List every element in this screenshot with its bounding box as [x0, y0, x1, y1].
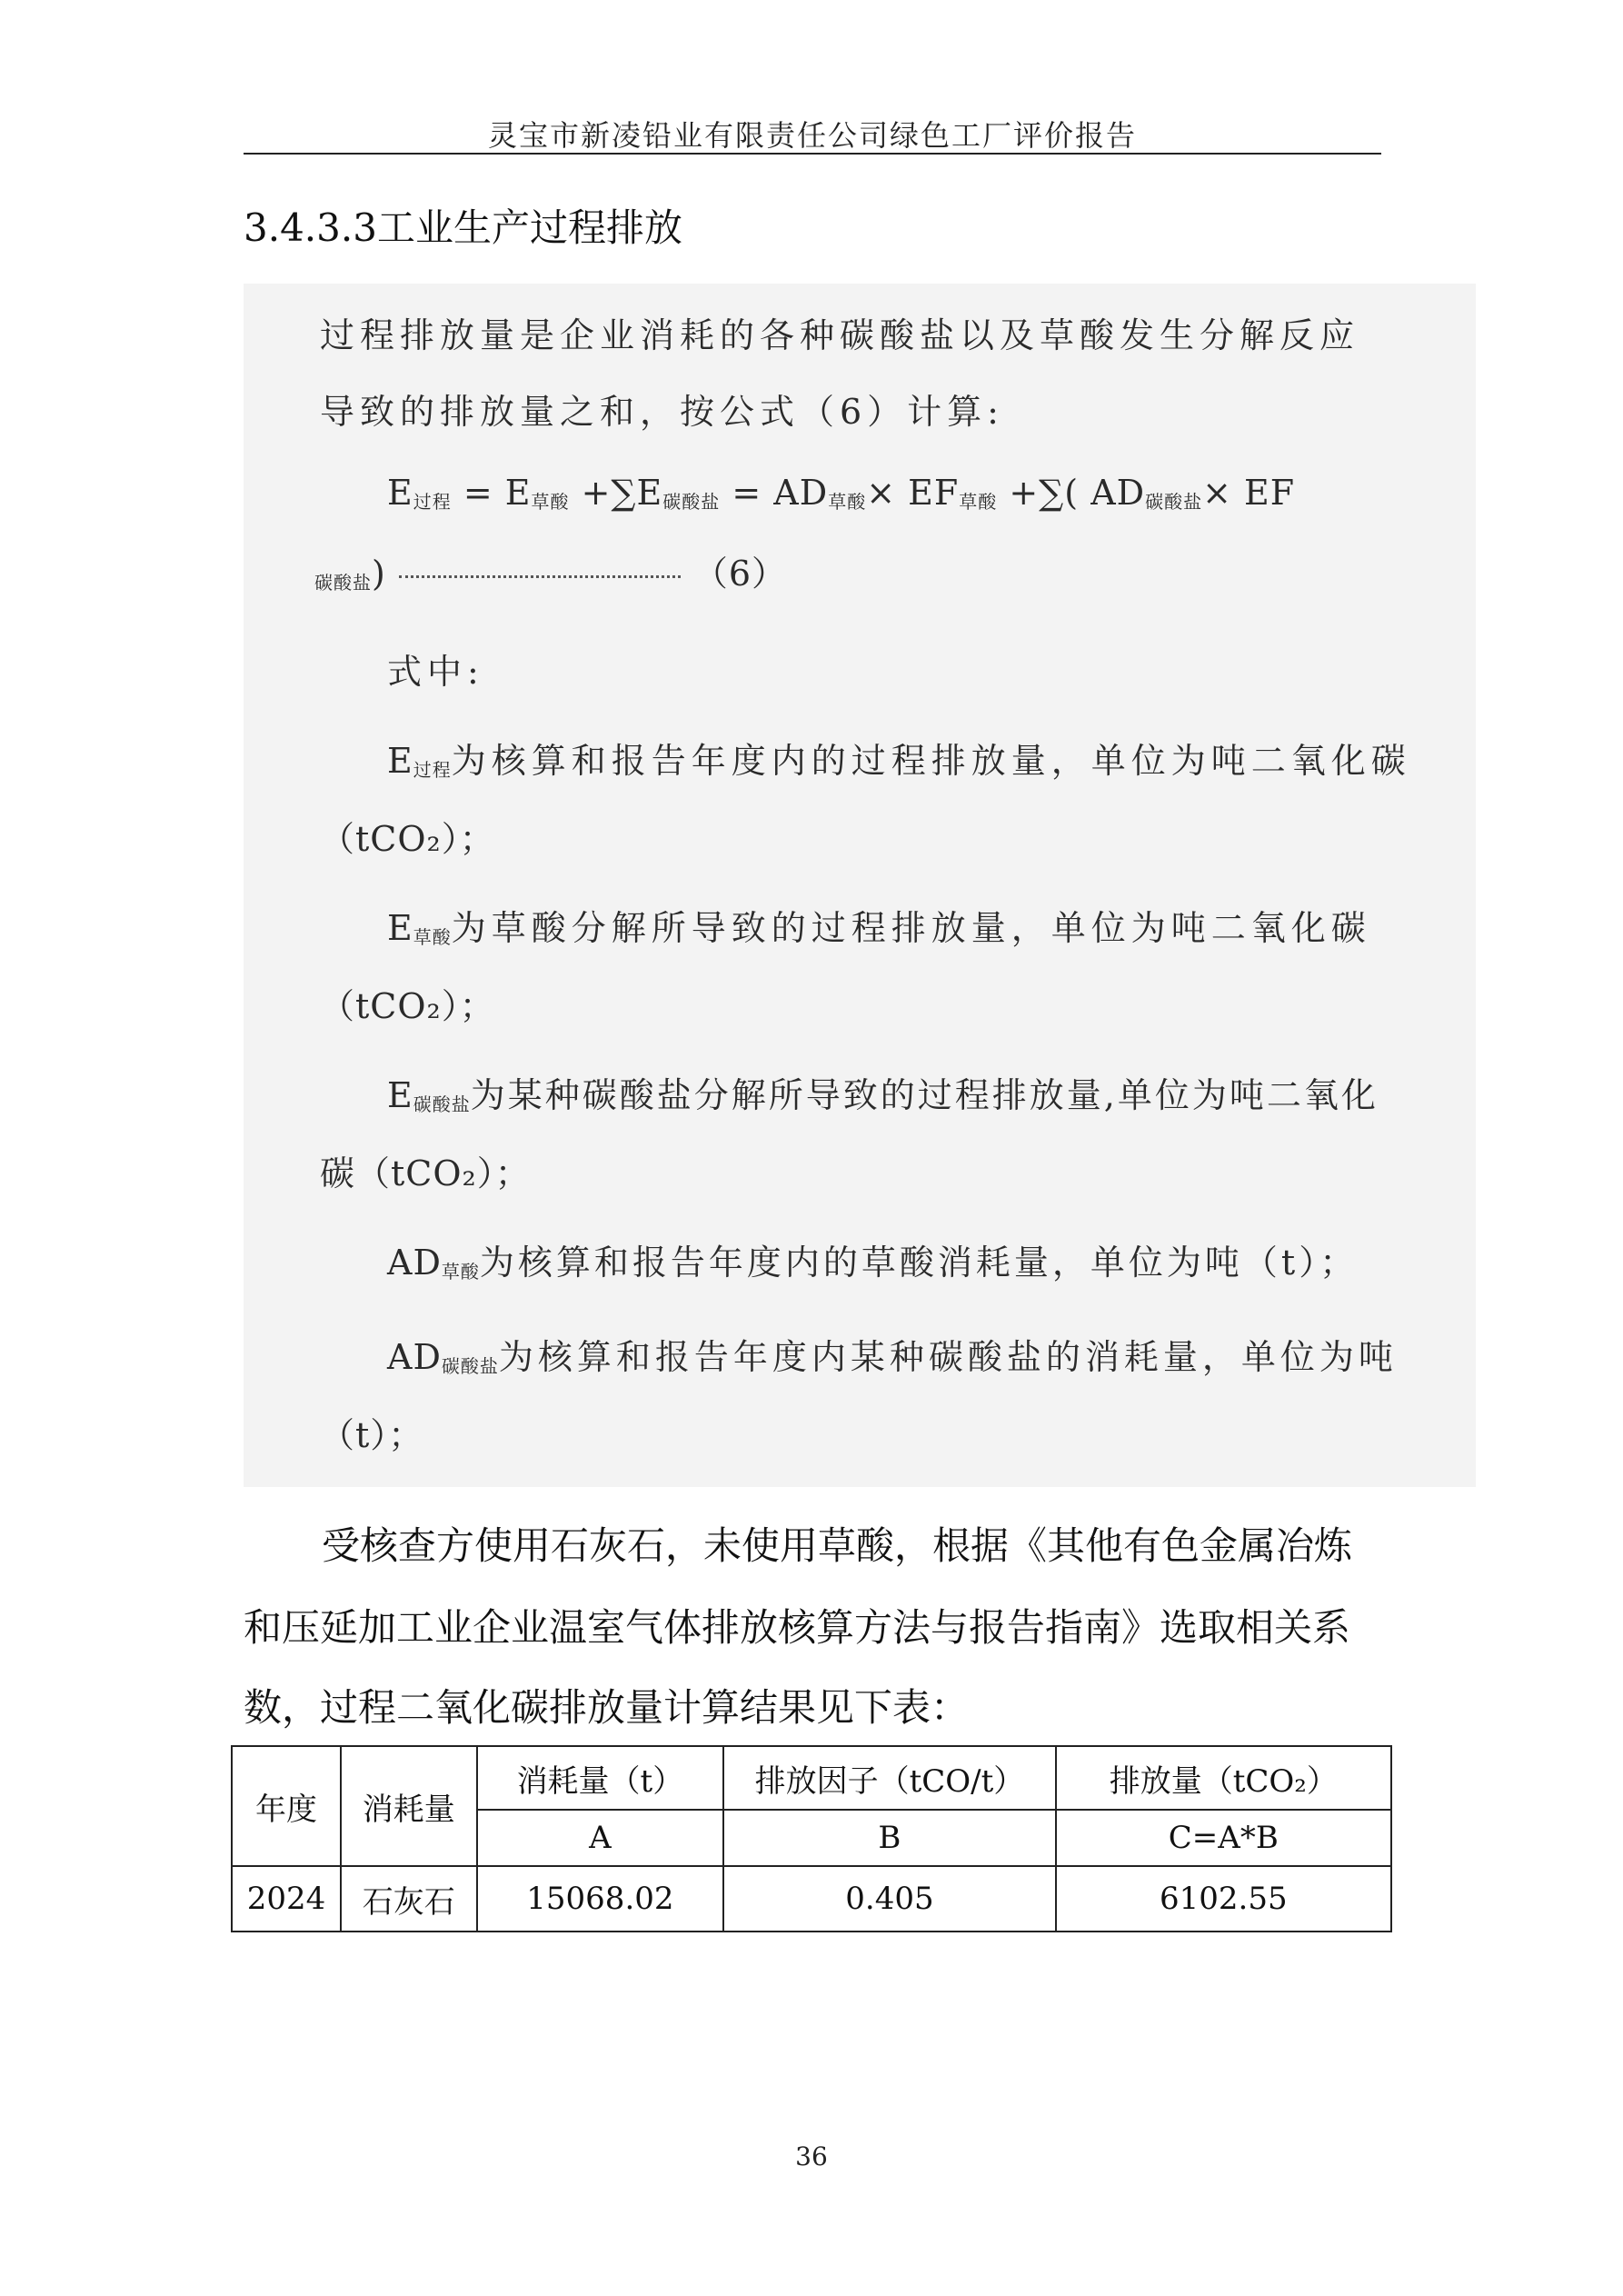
definition-e-process-unit: （tCO₂）；	[320, 819, 495, 859]
definition-ad-carbonate-unit: （t）；	[320, 1415, 424, 1455]
quoted-excerpt	[244, 284, 1476, 1487]
cell-emission: 6102.55	[1056, 1866, 1391, 1932]
page-header: 灵宝市新凌铅业有限责任公司绿色工厂评价报告	[487, 118, 1137, 153]
definition-e-oxalic-unit: （tCO₂）；	[320, 986, 495, 1026]
definition-ad-oxalic: $AD_{草酸}$为核算和报告年度内的草酸消耗量，单位为吨（t）；	[387, 1243, 1359, 1283]
intro-line-1: 过程排放量是企业消耗的各种碳酸盐以及草酸发生分解反应	[320, 315, 1360, 355]
page-number: 36	[795, 2141, 828, 2171]
formula-sub-tansuanyan-2: 碳酸盐	[1145, 491, 1203, 513]
body-paragraph-line-1: 受核查方使用石灰石，未使用草酸，根据《其他有色金属冶炼	[322, 1523, 1353, 1568]
intro-line-2: 导致的排放量之和，按公式（6）计算:	[320, 392, 1004, 432]
subheader-b: B	[723, 1810, 1055, 1866]
definition-e-carbonate-unit: 碳（tCO₂）；	[320, 1153, 531, 1193]
cell-quantity: 15068.02	[477, 1866, 724, 1932]
formula-sub-caosuan-1: 草酸	[531, 491, 570, 513]
header-rule	[244, 153, 1381, 155]
header-emission: 排放量（tCO₂）	[1056, 1746, 1391, 1810]
body-paragraph-line-2: 和压延加工业企业温室气体排放核算方法与报告指南》选取相关系	[244, 1605, 1351, 1650]
subheader-c: C=A*B	[1056, 1810, 1391, 1866]
header-quantity: 消耗量（t）	[477, 1746, 724, 1810]
definition-e-carbonate: $E_{碳酸盐}$为某种碳酸盐分解所导致的过程排放量,单位为吨二氧化	[387, 1075, 1379, 1115]
formula-close: )	[372, 554, 386, 594]
formula-sub-caosuan-3: 草酸	[959, 491, 998, 513]
definition-e-oxalic: $E_{草酸}$为草酸分解所导致的过程排放量，单位为吨二氧化碳	[387, 908, 1371, 948]
formula-plus-sum-ad: +∑( AD	[997, 473, 1146, 513]
formula-eq2: = AD	[720, 473, 829, 513]
formula-times-ef-2: × EF	[1202, 473, 1296, 513]
definition-e-process: $E_{过程}$为核算和报告年度内的过程排放量，单位为吨二氧化碳	[387, 741, 1411, 781]
cell-year: 2024	[232, 1866, 341, 1932]
header-consumption: 消耗量	[341, 1746, 477, 1866]
header-year: 年度	[232, 1746, 341, 1866]
formula-sub-tansuanyan-1: 碳酸盐	[662, 491, 721, 513]
formula-dot-leader	[399, 575, 681, 578]
formula-plus-sum-e: +∑E	[569, 473, 663, 513]
subheader-a: A	[477, 1810, 724, 1866]
formula-sub-tansuanyan-3: 碳酸盐	[314, 572, 372, 594]
formula-e: E	[387, 473, 413, 513]
table-row	[232, 1866, 1391, 1932]
header-emission-factor: 排放因子（tCO/t）	[723, 1746, 1055, 1810]
body-paragraph-line-3: 数，过程二氧化碳排放量计算结果见下表：	[244, 1685, 970, 1730]
definition-ad-carbonate: $AD_{碳酸盐}$为核算和报告年度内某种碳酸盐的消耗量，单位为吨	[387, 1337, 1398, 1377]
formula-eq1: = E	[451, 473, 532, 513]
formula-line-2	[314, 545, 787, 595]
formula-times-ef-1: × EF	[866, 473, 960, 513]
emission-table	[231, 1745, 1392, 1932]
formula-sub-guocheng: 过程	[413, 491, 452, 513]
cell-factor: 0.405	[723, 1866, 1055, 1932]
section-title: 3.4.3.3工业生产过程排放	[244, 205, 682, 250]
shizhong-label: 式中:	[387, 652, 484, 692]
formula-line-1	[387, 473, 1295, 514]
formula-sub-caosuan-2: 草酸	[828, 491, 867, 513]
formula-number: （6）	[692, 554, 788, 594]
cell-material: 石灰石	[341, 1866, 477, 1932]
